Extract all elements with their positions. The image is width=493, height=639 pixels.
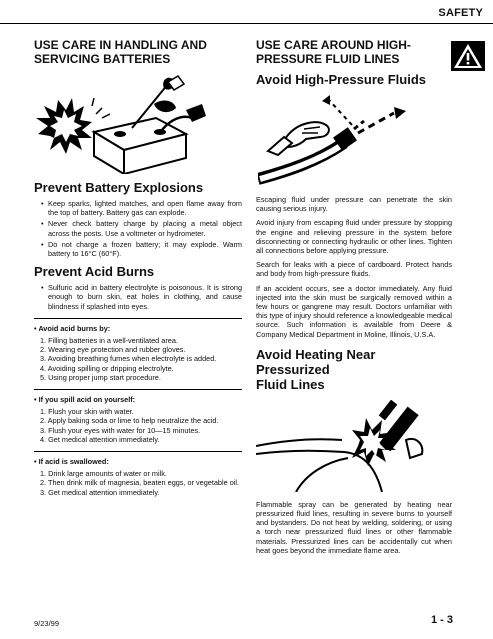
left-column (34, 38, 242, 497)
prevent-explosions-heading: Prevent Battery Explosions (34, 180, 204, 195)
fluid-title-line2: PRESSURE FLUID LINES (256, 52, 400, 66)
battery-section-title (34, 38, 242, 66)
list-item: • Keep sparks, lighted matches, and open flame away from the top of battery. Battery gas can explode. (41, 199, 242, 217)
acid-bullet-list (41, 283, 242, 311)
paragraph: Escaping fluid under pressure can penetrate the skin causing serious injury. (256, 195, 452, 214)
spill-acid-list (40, 407, 242, 444)
page-number: 1 - 3 (430, 614, 453, 626)
prevent-acid-burns-heading: Prevent Acid Burns (34, 264, 155, 280)
section-divider (34, 451, 242, 452)
list-item: 1. Filling batteries in a well-ventilated area. (40, 336, 178, 346)
list-item: 3. Get medical attention immediately. (40, 487, 160, 497)
list-item: 1. Drink large amounts of water or milk. (40, 469, 167, 479)
explosions-bullet-list (41, 199, 242, 258)
avoid-high-pressure-heading: Avoid High-Pressure Fluids (256, 72, 426, 87)
warning-triangle-icon (451, 41, 485, 71)
list-item: 4. Avoiding spilling or dripping electrolyte. (40, 363, 174, 373)
list-item: 4. Get medical attention immediately. (40, 434, 160, 444)
footer-date: 9/23/99 (34, 619, 60, 628)
avoid-acid-burns-list (40, 336, 242, 382)
acid-swallowed-list (40, 469, 242, 497)
list-item: 3. Avoiding breathing fumes when electrolyte is added. (40, 354, 217, 364)
list-item: 1. Flush your skin with water. (40, 407, 134, 417)
list-item: 2. Wearing eye protection and rubber gloves. (40, 345, 186, 355)
fluid-lines-section-title (256, 38, 452, 66)
battery-title-line1: USE CARE IN HANDLING AND (34, 38, 207, 52)
section-divider (34, 318, 242, 319)
section-divider (34, 389, 242, 390)
right-column (256, 38, 452, 560)
torch-heating-illustration (256, 400, 426, 492)
spill-acid-heading: • If you spill acid on yourself: (34, 395, 242, 404)
heating-heading-line1: Avoid Heating Near Pressurized (256, 346, 376, 377)
avoid-acid-burns-heading: • Avoid acid burns by: (34, 324, 242, 333)
acid-swallowed-heading: • If acid is swallowed: (34, 457, 242, 466)
high-pressure-leak-illustration (258, 95, 408, 187)
fluid-title-line1: USE CARE AROUND HIGH- (256, 38, 411, 52)
battery-explosion-illustration (36, 74, 206, 174)
list-item: 3. Flush your eyes with water for 10—15 minutes. (40, 425, 201, 435)
list-item: 5. Using proper jump start procedure. (40, 372, 161, 382)
list-item: 2. Apply baking soda or lime to help neutralize the acid. (40, 416, 219, 426)
paragraph: If an accident occurs, see a doctor immediately. Any fluid injected into the skin must be surgically removed within a few hours or gangrene may result. Doctors unfamiliar with this type of injury should reference a knowledgeable medical source. Such information is available from Deere & Company Medical Department in Moline, Illinois, U.S.A. (256, 283, 452, 339)
header-rule (0, 23, 493, 24)
battery-title-line2: SERVICING BATTERIES (34, 52, 171, 66)
list-item: 2. Then drink milk of magnesia, beaten eggs, or vegetable oil. (40, 478, 240, 488)
list-item: • Do not charge a frozen battery; it may explode. Warm battery to 16°C (60°F). (41, 240, 242, 258)
paragraph: Flammable spray can be generated by heating near pressurized fluid lines, resulting in severe burns to yourself and bystanders. Do not heat by welding, soldering, or using a torch near pressurized fluid lines or other flammable materials. Pressurized lines can be accidentally cut when heat goes beyond the immediate flame area. (256, 499, 452, 555)
heating-heading-line2: Fluid Lines (256, 376, 325, 392)
paragraph: Avoid injury from escaping fluid under pressure by stopping the engine and relieving pressure in the system before disconnecting or connecting hydraulic or other lines. Tighten all connections before applying pressure. (256, 218, 452, 256)
list-item: • Sulfuric acid in battery electrolyte is poisonous. It is strong enough to burn skin, eat holes in clothing, and cause blindness if splashed into eyes. (41, 283, 242, 311)
avoid-heating-heading (256, 347, 452, 392)
list-item: • Never check battery charge by placing a metal object across the posts. Use a voltmeter or hydrometer. (41, 219, 242, 237)
header-section-label: SAFETY (438, 7, 483, 19)
paragraph: Search for leaks with a piece of cardboard. Protect hands and body from high-pressure fluids. (256, 260, 452, 279)
